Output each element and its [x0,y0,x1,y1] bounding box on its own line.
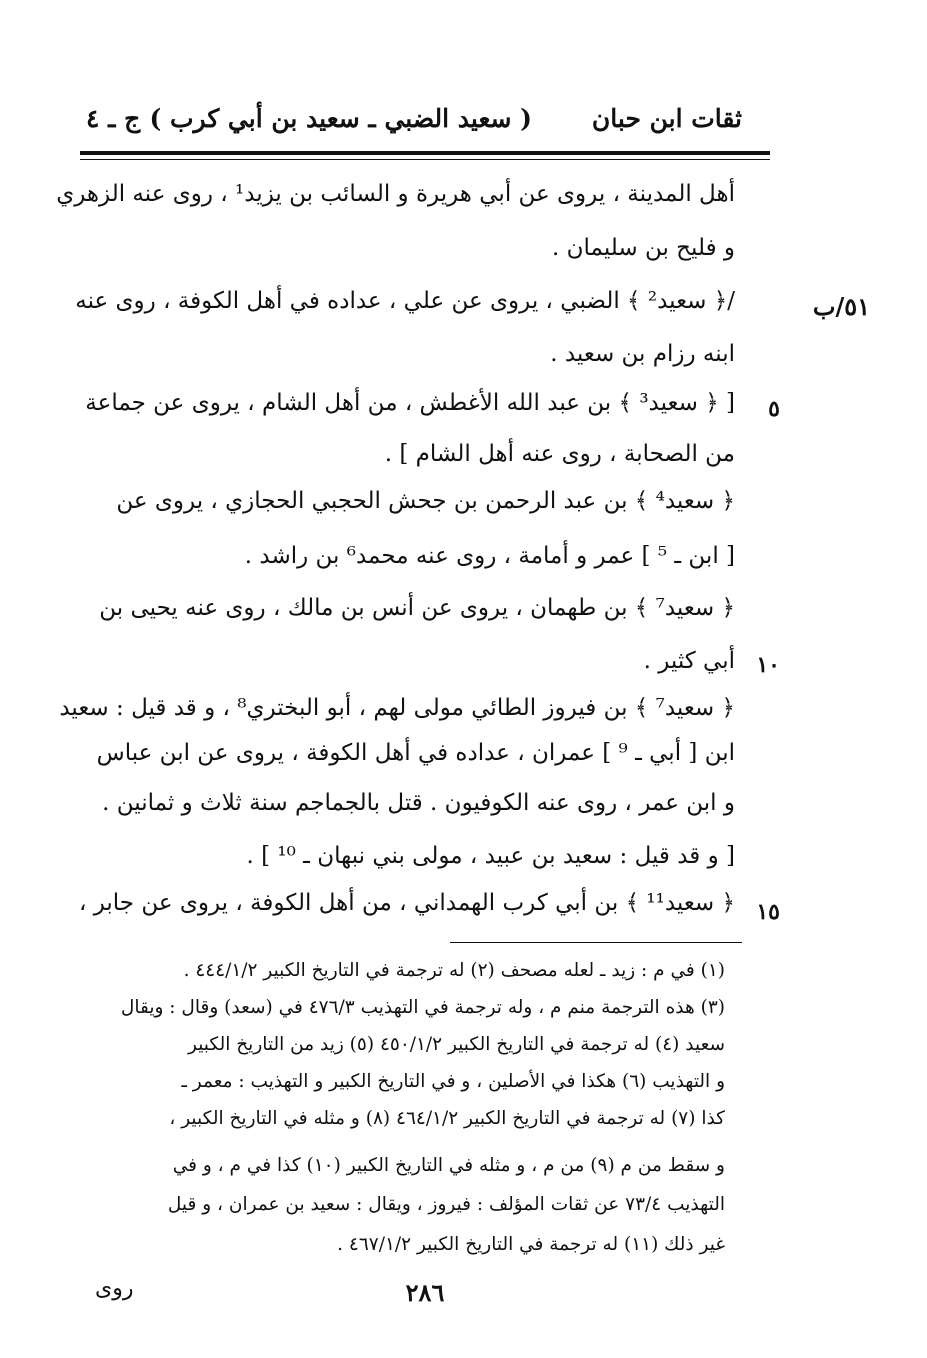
text-line: من الصحابة ، روى عنه أهل الشام ] . [384,441,735,467]
text-line: ابن [ أبي ـ ⁹ ] عمران ، عداده في أهل الكوفة ، يروى عن ابن عباس [96,740,735,766]
text-line: [ ﴿ سعيد³ ﴾ بن عبد الله الأغطش ، من أهل الشام ، يروى عن جماعة [85,390,735,416]
footnote-line: غير ذلك (١١) له ترجمة في التاريخ الكبير ٤٦٧/١/٢ . [337,1234,725,1255]
page-number: ٢٨٦ [405,1278,445,1307]
header-rule-thick [80,151,770,155]
line-number: ٥ [768,396,780,422]
footnote-line: (٣) هذه الترجمة منم م ، وله ترجمة في التهذيب ٤٧٦/٣ في (سعد) وقال : ويقال [120,997,725,1018]
text-line: /﴿ سعيد² ﴾ الضبي ، يروى عن علي ، عداده في أهل الكوفة ، روى عنه [75,288,735,314]
footnote-line: كذا (٧) له ترجمة في التاريخ الكبير ٤٦٤/١/٢ (٨) و مثله في التاريخ الكبير ، [169,1108,725,1129]
footnote-line: (١) في م : زيد ـ لعله مصحف (٢) له ترجمة في التاريخ الكبير ٤٤٤/١/٢ . [183,960,725,981]
catchword: روى [95,1276,134,1301]
text-line: ابنه رزام بن سعيد . [550,341,735,367]
footnote-line: سعيد (٤) له ترجمة في التاريخ الكبير ٤٥٠/١/٢ (٥) زيد من التاريخ الكبير [187,1034,725,1055]
text-line: [ ابن ـ ⁵ ] عمر و أمامة ، روى عنه محمد⁶ بن راشد . [244,543,735,569]
manuscript-folio-note: ٥١/ب [812,292,870,321]
text-line: ﴿ سعيد¹¹ ﴾ بن أبي كرب الهمداني ، من أهل الكوفة ، يروى عن جابر ، [78,890,735,916]
text-line: [ و قد قيل : سعيد بن عبيد ، مولى بني نبهان ـ ¹⁰ ] . [246,843,735,869]
volume-number: ج ـ ٤ [86,104,141,133]
text-line: أبي كثير . [643,648,735,674]
line-number: ١٠ [756,652,780,678]
footnote-separator [450,942,742,943]
text-line: و ابن عمر ، روى عنه الكوفيون . قتل بالجماجم سنة ثلاث و ثمانين . [102,790,735,816]
text-line: ﴿ سعيد⁷ ﴾ بن طهمان ، يروى عن أنس بن مالك ، روى عنه يحيى بن [99,595,735,621]
header-rule-thin [80,159,770,160]
book-title: ثقات ابن حبان [591,104,742,133]
text-line: أهل المدينة ، يروى عن أبي هريرة و السائب بن يزيد¹ ، روى عنه الزهري [56,181,735,207]
footnote-line: و التهذيب (٦) هكذا في الأصلين ، و في التاريخ الكبير و التهذيب : معمر ـ [181,1071,725,1092]
footnote-line: التهذيب ٧٣/٤ عن ثقات المؤلف : فيروز ، ويقال : سعيد بن عمران ، و قيل [167,1194,725,1215]
footnote-line: و سقط من م (٩) من م ، و مثله في التاريخ الكبير (١٠) كذا في م ، و في [172,1155,725,1176]
running-header [80,104,742,154]
header-entry-range: ( سعيد الضبي ـ سعيد بن أبي كرب ) [149,104,532,133]
text-line: و فليح بن سليمان . [552,235,735,261]
text-line: ﴿ سعيد⁴ ﴾ بن عبد الرحمن بن جحش الحجبي الحجازي ، يروى عن [116,488,735,514]
text-line: ﴿ سعيد⁷ ﴾ بن فيروز الطائي مولى لهم ، أبو البختري⁸ ، و قد قيل : سعيد [59,695,735,721]
line-number: ١٥ [756,899,780,925]
